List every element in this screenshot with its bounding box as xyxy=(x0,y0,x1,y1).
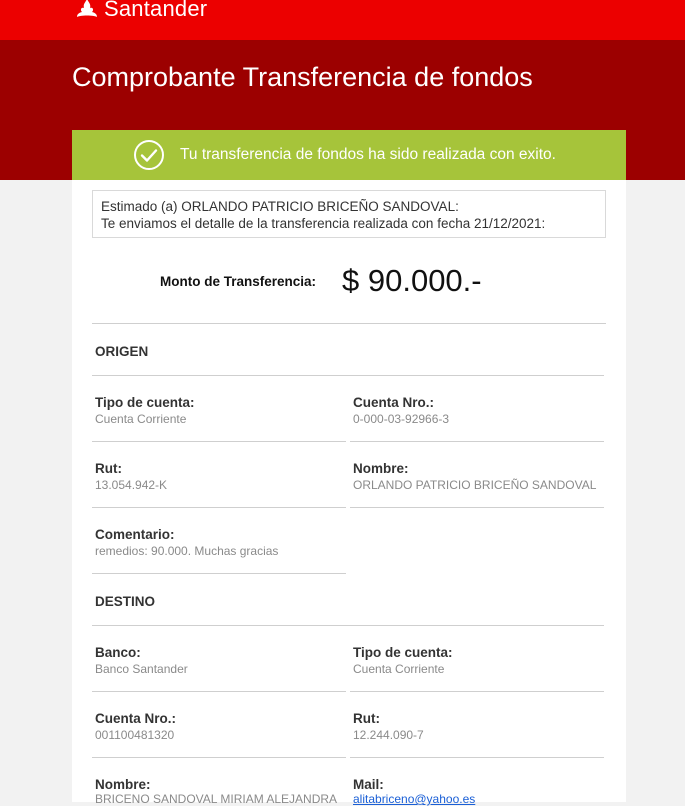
origen-rut-label: Rut: xyxy=(95,461,122,476)
destino-nombre-label: Nombre: xyxy=(95,777,151,792)
page-title: Comprobante Transferencia de fondos xyxy=(72,62,533,92)
destino-banco-value: Banco Santander xyxy=(95,662,188,676)
amount-value: $ 90.000.- xyxy=(342,263,482,298)
origen-comentario-value: remedios: 90.000. Muchas gracias xyxy=(95,544,279,558)
origen-nombre-label: Nombre: xyxy=(353,461,409,476)
top-brand-bar xyxy=(0,0,685,40)
destino-nombre-value: BRICENO SANDOVAL MIRIAM ALEJANDRA xyxy=(95,792,338,806)
section-origen-title: ORIGEN xyxy=(95,344,149,359)
amount-label: Monto de Transferencia: xyxy=(160,274,317,289)
flame-icon xyxy=(76,0,98,20)
origen-nombre-value: ORLANDO PATRICIO BRICEÑO SANDOVAL xyxy=(353,478,597,492)
divider xyxy=(92,691,346,692)
section-destino-title: DESTINO xyxy=(95,594,156,609)
divider xyxy=(92,573,346,574)
divider xyxy=(92,625,604,626)
destino-rut-label: Rut: xyxy=(353,711,380,726)
greeting-line-1: Estimado (a) ORLANDO PATRICIO BRICEÑO SANDOVAL: xyxy=(101,199,459,214)
destino-cuenta-nro-label: Cuenta Nro.: xyxy=(95,711,176,726)
mail-link-text[interactable]: alitabriceno@yahoo.es xyxy=(353,792,476,806)
origen-tipo-cuenta-value: Cuenta Corriente xyxy=(95,412,187,426)
destino-banco-label: Banco: xyxy=(95,645,141,660)
destino-tipo-cuenta-label: Tipo de cuenta: xyxy=(353,645,453,660)
divider xyxy=(92,441,346,442)
amount-row xyxy=(92,260,606,300)
origen-cuenta-nro-value: 0-000-03-92966-3 xyxy=(353,412,450,426)
santander-logo xyxy=(76,0,207,22)
success-banner xyxy=(72,130,626,180)
greeting-box xyxy=(92,190,606,238)
divider xyxy=(350,691,604,692)
check-circle-icon xyxy=(133,139,165,171)
divider xyxy=(350,441,604,442)
divider xyxy=(350,507,604,508)
divider xyxy=(92,757,346,758)
origen-rut-value: 13.054.942-K xyxy=(95,478,168,492)
greeting-line-2: Te enviamos el detalle de la transferencia realizada con fecha 21/12/2021: xyxy=(101,216,546,231)
destino-mail-label: Mail: xyxy=(353,777,384,792)
destino-rut-value: 12.244.090-7 xyxy=(353,728,424,742)
origen-tipo-cuenta-label: Tipo de cuenta: xyxy=(95,395,195,410)
origen-cuenta-nro-label: Cuenta Nro.: xyxy=(353,395,434,410)
success-message: Tu transferencia de fondos ha sido realizada con exito. xyxy=(180,146,556,163)
divider xyxy=(92,507,346,508)
divider xyxy=(92,375,604,376)
receipt-card xyxy=(72,130,626,806)
destino-tipo-cuenta-value: Cuenta Corriente xyxy=(353,662,445,676)
destino-mail-link[interactable] xyxy=(353,792,475,806)
divider xyxy=(92,323,606,324)
origen-comentario-label: Comentario: xyxy=(95,527,175,542)
brand-name: Santander xyxy=(104,0,208,21)
divider xyxy=(350,757,604,758)
destino-cuenta-nro-value: 001100481320 xyxy=(95,728,175,742)
